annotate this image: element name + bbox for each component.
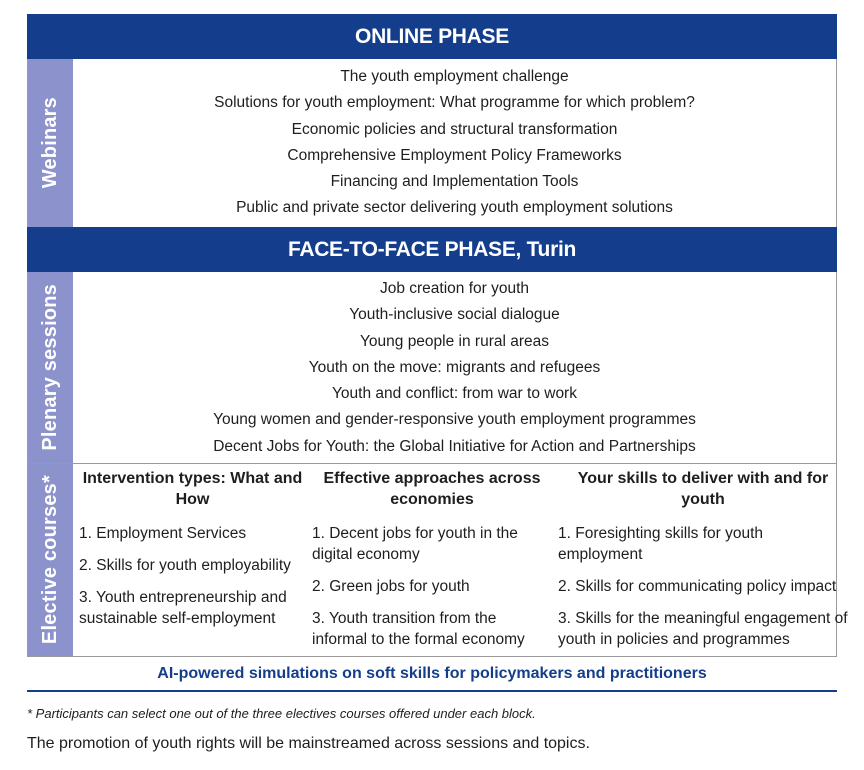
list-item: Job creation for youth (379, 280, 530, 297)
plenary-side-label: Plenary sessions (28, 272, 73, 463)
webinars-list (73, 59, 836, 227)
column-heading: Intervention types: What and How (82, 470, 303, 508)
online-phase-banner: ONLINE PHASE (27, 14, 837, 59)
face-to-face-phase-banner: FACE-TO-FACE PHASE, Turin (27, 227, 837, 272)
elective-columns (73, 464, 848, 656)
elective-side-label: Elective courses* (28, 464, 73, 656)
list-item: Young people in rural areas (359, 332, 549, 350)
list-item: Financing and Implementation Tools (330, 173, 579, 191)
list-item: Public and private sector delivering youth employment solutions (236, 199, 673, 217)
list-item: Youth on the move: migrants and refugees (308, 358, 601, 376)
list-item: Youth-inclusive social dialogue (349, 306, 560, 324)
plenary-section (27, 272, 837, 463)
footnote: * Participants can select one out of the three electives courses offered under each block. (27, 706, 536, 721)
list-item: 1. Employment Services (79, 525, 247, 542)
webinars-section (27, 59, 837, 227)
list-item: 3. Youth transition from the informal to the formal economy (312, 610, 525, 648)
list-item: Youth and conflict: from war to work (332, 385, 577, 403)
list-item: Young women and gender-responsive youth employment programmes (213, 411, 696, 429)
column-heading: Your skills to deliver with and for youth (577, 470, 829, 508)
elective-column (73, 464, 306, 656)
simulations-row: AI-powered simulations on soft skills for policymakers and practitioners (27, 657, 837, 692)
list-item: 3. Skills for the meaningful engagement of youth in policies and programmes (558, 610, 848, 648)
elective-column (306, 464, 552, 656)
promotion-note: The promotion of youth rights will be mainstreamed across sessions and topics. (27, 735, 590, 752)
list-item: 1. Foresighting skills for youth employment (558, 525, 764, 563)
list-item: Comprehensive Employment Policy Frameworks (287, 146, 622, 164)
list-item: 1. Decent jobs for youth in the digital economy (312, 525, 518, 563)
webinars-side-label: Webinars (28, 59, 73, 227)
list-item: 3. Youth entrepreneurship and sustainable self-employment (79, 589, 287, 627)
list-item: 2. Green jobs for youth (312, 578, 470, 595)
list-item: Economic policies and structural transformation (291, 120, 618, 138)
plenary-list (73, 272, 836, 463)
list-item: 2. Skills for youth employability (79, 557, 291, 574)
list-item: Solutions for youth employment: What programme for which problem? (214, 94, 695, 112)
list-item: 2. Skills for communicating policy impact (558, 578, 837, 595)
programme-table (27, 14, 848, 692)
list-item: The youth employment challenge (340, 68, 569, 85)
list-item: Decent Jobs for Youth: the Global Initiative for Action and Partnerships (213, 437, 696, 455)
column-heading: Effective approaches across economies (323, 470, 541, 508)
elective-section (27, 463, 848, 657)
elective-column (552, 464, 848, 656)
